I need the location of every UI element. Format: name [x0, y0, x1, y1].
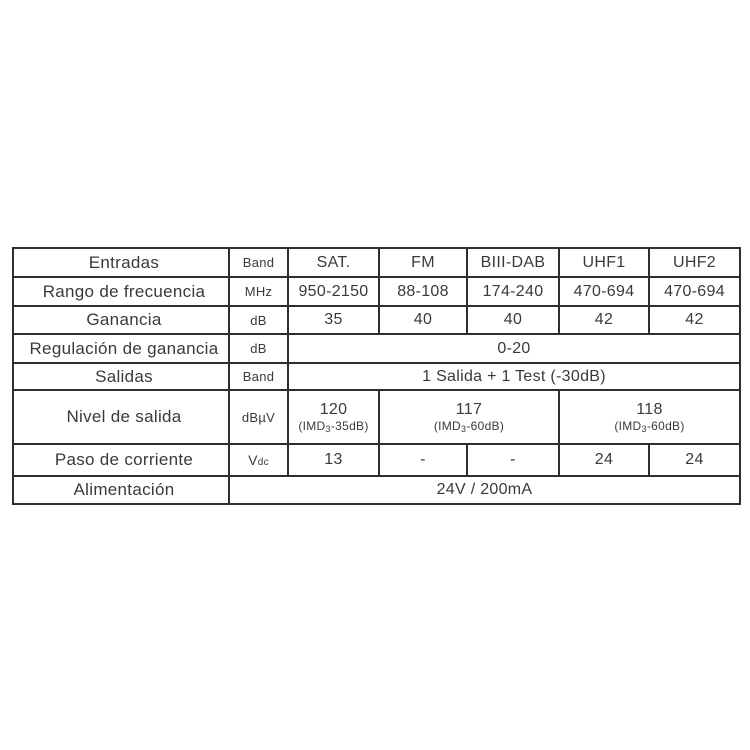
current-pass-sat: 13: [288, 444, 379, 476]
output-level-fm-biii-note: [380, 420, 558, 434]
output-level-sat-value: 120: [319, 400, 348, 418]
note-subscript: 3: [325, 423, 331, 434]
current-pass-uhf2: 24: [649, 444, 740, 476]
gain-regulation-value: 0-20: [288, 334, 740, 363]
band-header-fm: FM: [379, 248, 467, 277]
frequency-range-unit: MHz: [229, 277, 288, 306]
note-subscript: 3: [461, 423, 467, 434]
gain-uhf1: 42: [559, 306, 649, 334]
band-header-uhf2: UHF2: [649, 248, 740, 277]
frequency-range-label: Rango de frecuencia: [13, 277, 229, 306]
power-supply-label: Alimentación: [13, 476, 229, 504]
gain-regulation-row: [13, 334, 740, 363]
power-supply-value: 24V / 200mA: [229, 476, 740, 504]
note-text: -60dB): [646, 418, 685, 433]
current-pass-fm: -: [379, 444, 467, 476]
outputs-row: [13, 363, 740, 390]
frequency-uhf1: 470-694: [559, 277, 649, 306]
band-header-biii: BIII-DAB: [467, 248, 559, 277]
output-level-row: [13, 390, 740, 444]
current-pass-row: [13, 444, 740, 476]
output-level-sat-note: [289, 420, 378, 434]
specifications-table: [12, 247, 741, 505]
output-level-uhf-value: 118: [636, 400, 663, 418]
gain-sat: 35: [288, 306, 379, 334]
note-text: (IMD: [614, 418, 642, 433]
gain-row: [13, 306, 740, 334]
frequency-sat: 950-2150: [288, 277, 379, 306]
frequency-biii: 174-240: [467, 277, 559, 306]
current-pass-label: Paso de corriente: [13, 444, 229, 476]
gain-regulation-unit: dB: [229, 334, 288, 363]
output-level-unit: dBµV: [229, 390, 288, 444]
current-pass-biii: -: [467, 444, 559, 476]
band-header-uhf1: UHF1: [559, 248, 649, 277]
frequency-range-row: [13, 277, 740, 306]
output-level-uhf: [559, 390, 740, 444]
power-supply-row: [13, 476, 740, 504]
gain-uhf2: 42: [649, 306, 740, 334]
output-level-fm-biii: [379, 390, 559, 444]
outputs-unit: Band: [229, 363, 288, 390]
inputs-label: Entradas: [13, 248, 229, 277]
gain-unit: dB: [229, 306, 288, 334]
output-level-uhf-note: [560, 420, 739, 434]
note-subscript: 3: [641, 423, 647, 434]
gain-fm: 40: [379, 306, 467, 334]
frequency-uhf2: 470-694: [649, 277, 740, 306]
note-text: -35dB): [330, 418, 369, 433]
unit-dc-subscript: dc: [257, 457, 269, 468]
outputs-value: 1 Salida + 1 Test (-30dB): [288, 363, 740, 390]
gain-label: Ganancia: [13, 306, 229, 334]
output-level-sat: [288, 390, 379, 444]
band-header-sat: SAT.: [288, 248, 379, 277]
unit-volts: V: [248, 452, 258, 468]
inputs-unit: Band: [229, 248, 288, 277]
gain-biii: 40: [467, 306, 559, 334]
current-pass-unit: [229, 444, 288, 476]
outputs-label: Salidas: [13, 363, 229, 390]
note-text: -60dB): [466, 418, 505, 433]
output-level-fm-biii-value: 117: [455, 400, 483, 418]
current-pass-uhf1: 24: [559, 444, 649, 476]
frequency-fm: 88-108: [379, 277, 467, 306]
gain-regulation-label: Regulación de ganancia: [13, 334, 229, 363]
header-row: [13, 248, 740, 277]
note-text: (IMD: [433, 418, 462, 433]
output-level-label: Nivel de salida: [13, 390, 229, 444]
note-text: (IMD: [298, 418, 326, 433]
